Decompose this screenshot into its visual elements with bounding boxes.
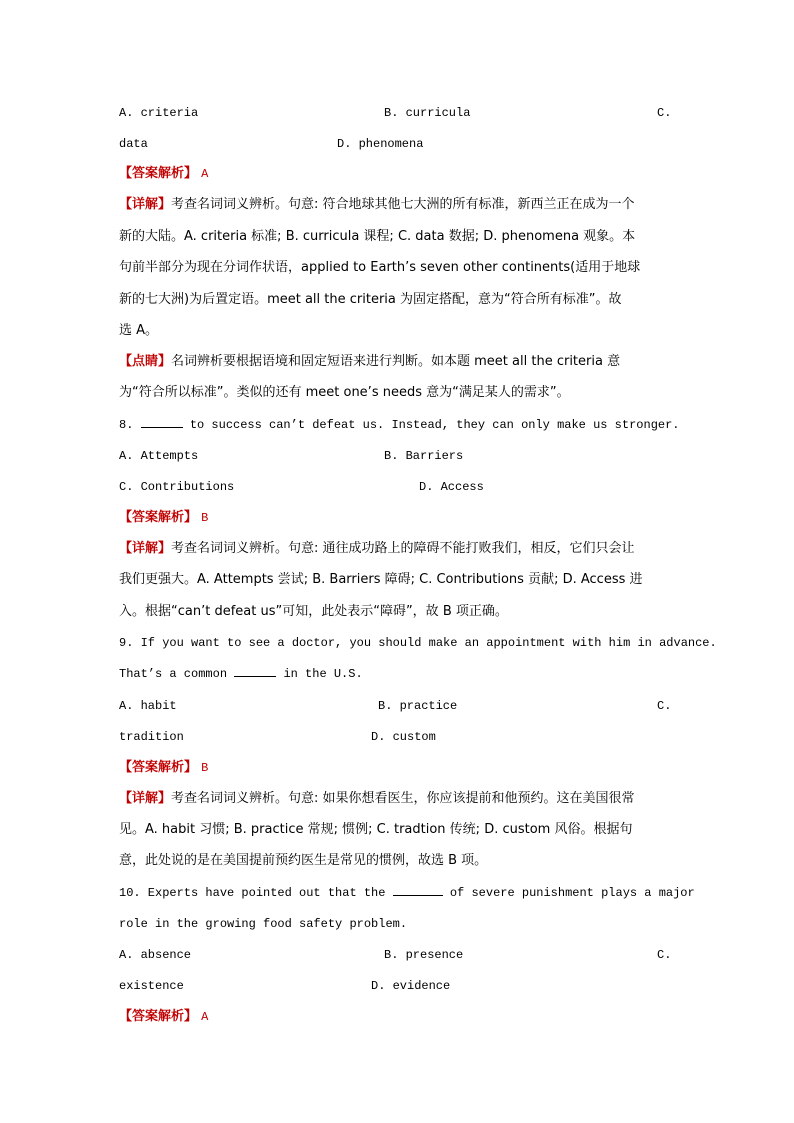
q7-detail-line-5: 选 A。	[119, 323, 159, 338]
q8-option-b: B. Barriers	[384, 449, 464, 463]
q10-stem-line-2: role in the growing food safety problem.	[119, 917, 408, 931]
q9-stem-text-end: in the U.S.	[283, 667, 363, 681]
q10-answer	[119, 1009, 208, 1025]
answer-tag: 【答案解析】	[119, 510, 198, 525]
q7-detail-line-3: 句前半部分为现在分词作状语，applied to Earth’s seven other continents(适用于地球	[119, 260, 641, 275]
q8-detail-line-2: 我们更强大。A. Attempts 尝试; B. Barriers 障碍; C. Contributions 贡献; D. Access 进	[119, 572, 643, 587]
q8-detail-line-1	[119, 541, 635, 557]
answer-tag: 【答案解析】	[119, 760, 198, 775]
detail-tag: 【详解】	[119, 197, 172, 212]
q9-option-a: A. habit	[119, 699, 177, 713]
q8-answer	[119, 510, 208, 526]
q8-stem	[119, 417, 680, 433]
tip-text: 名词辨析要根据语境和固定短语来进行判断。如本题 meet all the criteria 意	[171, 354, 621, 369]
q7-option-d: D. phenomena	[337, 137, 424, 151]
q8-detail-line-3: 入。根据“can’t defeat us”可知，此处表示“障碍”，故 B 项正确。	[119, 604, 508, 619]
q8-option-d: D. Access	[419, 480, 484, 494]
q8-stem-text: to success can’t defeat us. Instead, they can only make us stronger.	[189, 418, 680, 432]
tip-tag: 【点睛】	[119, 354, 172, 369]
q10-stem-line-1	[119, 885, 695, 901]
q7-option-a: A. criteria	[119, 106, 199, 120]
q9-stem-line-2	[119, 666, 363, 682]
detail-tag: 【详解】	[119, 541, 172, 556]
q7-tip-line-2: 为“符合所以标准”。类似的还有 meet one’s needs 意为“满足某人的需求”。	[119, 385, 570, 400]
q10-stem-text-end: of severe punishment plays a major	[449, 886, 695, 900]
q7-detail-line-2: 新的大陆。A. criteria 标准; B. curricula 课程; C. data 数据; D. phenomena 观象。本	[119, 229, 636, 244]
q9-detail-line-2: 见。A. habit 习惯; B. practice 常规; 惯例; C. tradtion 传统; D. custom 风俗。根据句	[119, 822, 633, 837]
q8-number: 8.	[119, 418, 134, 432]
answer-letter: A	[201, 167, 209, 181]
q10-option-b: B. presence	[384, 948, 464, 962]
answer-letter: A	[201, 1010, 209, 1024]
q9-stem-line-1: 9. If you want to see a doctor, you should make an appointment with him in advance.	[119, 636, 717, 650]
detail-text: 考查名词词义辨析。句意: 通往成功路上的障碍不能打败我们，相反，它们只会让	[171, 541, 635, 556]
q7-option-c-text: data	[119, 137, 148, 151]
q10-option-c: C.	[657, 948, 672, 962]
q10-option-d: D. evidence	[371, 979, 451, 993]
q10-blank	[393, 885, 443, 896]
detail-tag: 【详解】	[119, 791, 172, 806]
q9-option-b: B. practice	[378, 699, 458, 713]
q10-option-c-text: existence	[119, 979, 184, 993]
q7-tip-line-1	[119, 354, 620, 370]
answer-letter: B	[201, 761, 209, 775]
q9-detail-line-3: 意，此处说的是在美国提前预约医生是常见的惯例，故选 B 项。	[119, 853, 488, 868]
q7-detail-line-4: 新的七大洲)为后置定语。meet all the criteria 为固定搭配，意为“符合所有标准”。故	[119, 292, 622, 307]
q8-option-a: A. Attempts	[119, 449, 199, 463]
q9-blank	[234, 666, 276, 677]
q9-option-c-text: tradition	[119, 730, 184, 744]
answer-tag: 【答案解析】	[119, 1009, 198, 1024]
q7-detail-line-1	[119, 197, 635, 213]
q7-option-b: B. curricula	[384, 106, 471, 120]
q8-option-c: C. Contributions	[119, 480, 235, 494]
q10-stem-text: 10. Experts have pointed out that the	[119, 886, 386, 900]
q9-detail-line-1	[119, 791, 635, 807]
q9-option-c: C.	[657, 699, 672, 713]
detail-text: 考查名词词义辨析。句意: 如果你想看医生，你应该提前和他预约。这在美国很常	[171, 791, 635, 806]
detail-text: 考查名词词义辨析。句意: 符合地球其他七大洲的所有标准，新西兰正在成为一个	[171, 197, 635, 212]
answer-letter: B	[201, 511, 209, 525]
q9-option-d: D. custom	[371, 730, 436, 744]
q9-answer	[119, 760, 208, 776]
q7-option-c: C.	[657, 106, 672, 120]
q8-blank	[141, 417, 183, 428]
q10-option-a: A. absence	[119, 948, 192, 962]
q7-answer	[119, 166, 208, 182]
q9-stem-text: That’s a common	[119, 667, 228, 681]
answer-tag: 【答案解析】	[119, 166, 198, 181]
